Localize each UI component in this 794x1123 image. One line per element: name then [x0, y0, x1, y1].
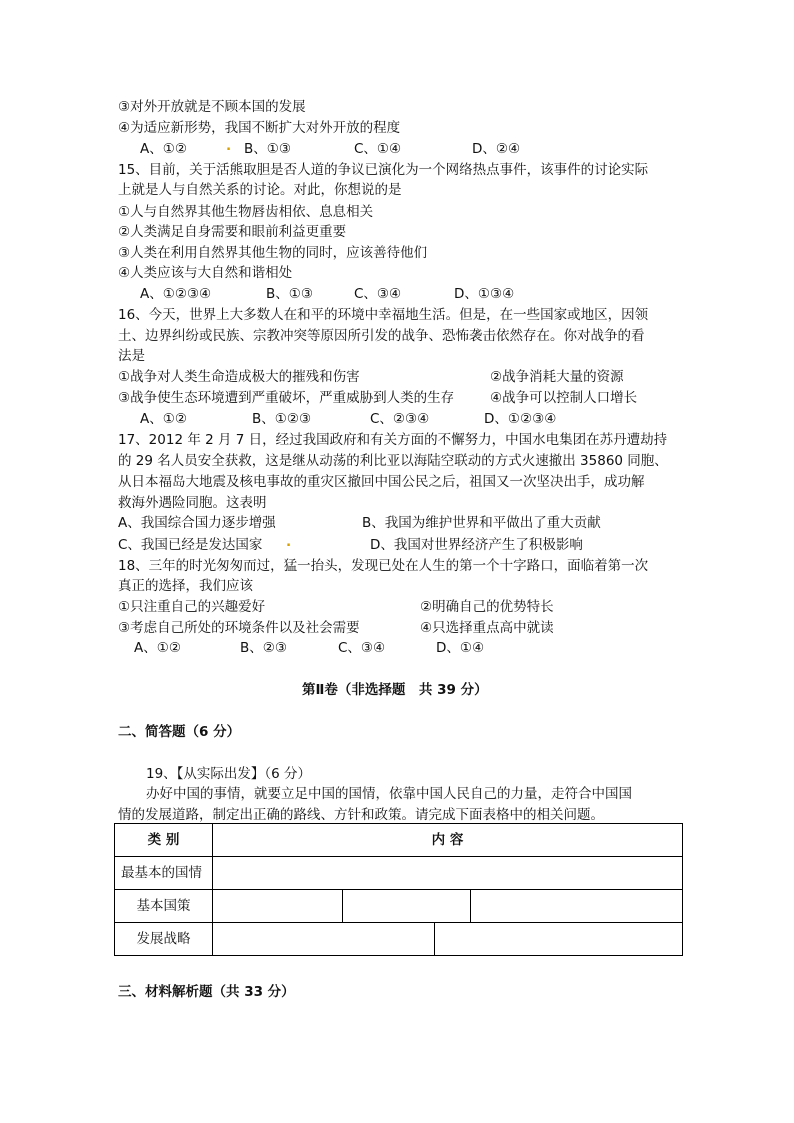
- answer-cell[interactable]: [213, 890, 343, 923]
- q18-choice-a: A、①②: [134, 640, 181, 656]
- q19-answer-table: [114, 823, 683, 956]
- q16-item-3: ③战争使生态环境遭到严重破坏，严重威胁到人类的生存: [118, 390, 455, 406]
- table-header-content: 内 容: [213, 824, 683, 857]
- q15-item-4: ④人类应该与大自然和谐相处: [118, 265, 293, 281]
- answer-cell[interactable]: [213, 857, 683, 890]
- q16-stem-line3: 法是: [118, 348, 145, 364]
- q15-stem-line2: 上就是人与自然关系的讨论。对此，你想说的是: [118, 182, 402, 198]
- q18-item-3: ③考虑自己所处的环境条件以及社会需要: [118, 620, 360, 636]
- q17-stem-line1: 17、2012 年 2 月 7 日，经过我国政府和有关方面的不懈努力，中国水电集团在苏丹遭劫持: [118, 432, 668, 448]
- q15-choice-d: D、①③④: [454, 286, 515, 302]
- q18-choice-b: B、②③: [240, 640, 287, 656]
- q16-item-2: ②战争消耗大量的资源: [490, 369, 624, 385]
- q17-choice-d: D、我国对世界经济产生了积极影响: [370, 537, 583, 553]
- q14-item-4: ④为适应新形势，我国不断扩大对外开放的程度: [118, 120, 401, 136]
- q14-choice-d: D、②④: [472, 141, 521, 157]
- answer-cell[interactable]: [343, 890, 471, 923]
- section-3-title: 三、材料解析题（共 33 分）: [118, 984, 295, 1000]
- answer-cell[interactable]: [435, 923, 683, 956]
- q15-item-3: ③人类在利用自然界其他生物的同时，应该善待他们: [118, 245, 428, 261]
- stray-dot-mark: .: [286, 534, 292, 550]
- q19-body-line2: 情的发展道路，制定出正确的路线、方针和政策。请完成下面表格中的相关问题。: [118, 807, 604, 823]
- table-row: [115, 857, 683, 890]
- table-row: [115, 824, 683, 857]
- q18-item-1: ①只注重自己的兴趣爱好: [118, 599, 266, 615]
- q14-choice-b: B、①③: [244, 141, 291, 157]
- stray-dot-mark: .: [226, 138, 232, 154]
- q15-choice-a: A、①②③④: [140, 286, 212, 302]
- q17-choice-a: A、我国综合国力逐步增强: [118, 515, 276, 531]
- q17-stem-line4: 救海外遇险同胞。这表明: [118, 495, 267, 511]
- q16-choice-d: D、①②③④: [484, 411, 557, 427]
- q16-item-4: ④战争可以控制人口增长: [490, 390, 638, 406]
- q16-choice-b: B、①②③: [252, 411, 312, 427]
- q19-title: 19、【从实际出发】（6 分）: [146, 766, 312, 782]
- q14-choice-a: A、①②: [140, 141, 187, 157]
- q15-item-1: ①人与自然界其他生物唇齿相依、息息相关: [118, 204, 374, 220]
- q17-stem-line3: 从日本福岛大地震及核电事故的重灾区撤回中国公民之后，祖国又一次坚决出手，成功解: [118, 474, 645, 490]
- q18-choice-d: D、①④: [436, 640, 485, 656]
- q16-choice-c: C、②③④: [370, 411, 430, 427]
- q18-item-2: ②明确自己的优势特长: [420, 599, 554, 615]
- q14-choice-c: C、①④: [354, 141, 402, 157]
- q17-choice-c: C、我国已经是发达国家: [118, 537, 263, 553]
- part-2-title: 第Ⅱ卷（非选择题 共 39 分）: [302, 682, 488, 698]
- table-row: [115, 923, 683, 956]
- row-label-basic-policy: 基本国策: [115, 890, 213, 923]
- section-2-title: 二、简答题（6 分）: [118, 724, 241, 740]
- q15-item-2: ②人类满足自身需要和眼前利益更重要: [118, 224, 347, 240]
- q16-stem-line2: 土、边界纠纷或民族、宗教冲突等原因所引发的战争、恐怖袭击依然存在。你对战争的看: [118, 328, 645, 344]
- row-label-development-strategy: 发展战略: [115, 923, 213, 956]
- row-label-basic-condition: 最基本的国情: [115, 857, 213, 890]
- q16-stem-line1: 16、今天，世界上大多数人在和平的环境中幸福地生活。但是，在一些国家或地区，因领: [118, 307, 649, 323]
- answer-cell[interactable]: [213, 923, 435, 956]
- q19-body-line1: 办好中国的事情，就要立足中国的国情，依靠中国人民自己的力量，走符合中国国: [146, 786, 632, 802]
- q14-item-3: ③对外开放就是不顾本国的发展: [118, 99, 306, 115]
- q18-stem-line2: 真正的选择，我们应该: [118, 578, 253, 594]
- q17-stem-line2: 的 29 名人员安全获救，这是继从动荡的利比亚以海陆空联动的方式火速撤出 35860 同胞、: [118, 453, 668, 469]
- q15-stem-line1: 15、目前，关于活熊取胆是否人道的争议已演化为一个网络热点事件，该事件的讨论实际: [118, 162, 649, 178]
- table-header-category: 类 别: [115, 824, 213, 857]
- q16-choice-a: A、①②: [140, 411, 187, 427]
- q18-choice-c: C、③④: [338, 640, 386, 656]
- q18-item-4: ④只选择重点高中就读: [420, 620, 554, 636]
- q15-choice-c: C、③④: [354, 286, 402, 302]
- q16-item-1: ①战争对人类生命造成极大的摧残和伤害: [118, 369, 360, 385]
- q15-choice-b: B、①③: [266, 286, 313, 302]
- answer-cell[interactable]: [471, 890, 683, 923]
- q17-choice-b: B、我国为维护世界和平做出了重大贡献: [362, 515, 601, 531]
- q18-stem-line1: 18、三年的时光匆匆而过，猛一抬头，发现已处在人生的第一个十字路口，面临着第一次: [118, 558, 649, 574]
- table-row: [115, 890, 683, 923]
